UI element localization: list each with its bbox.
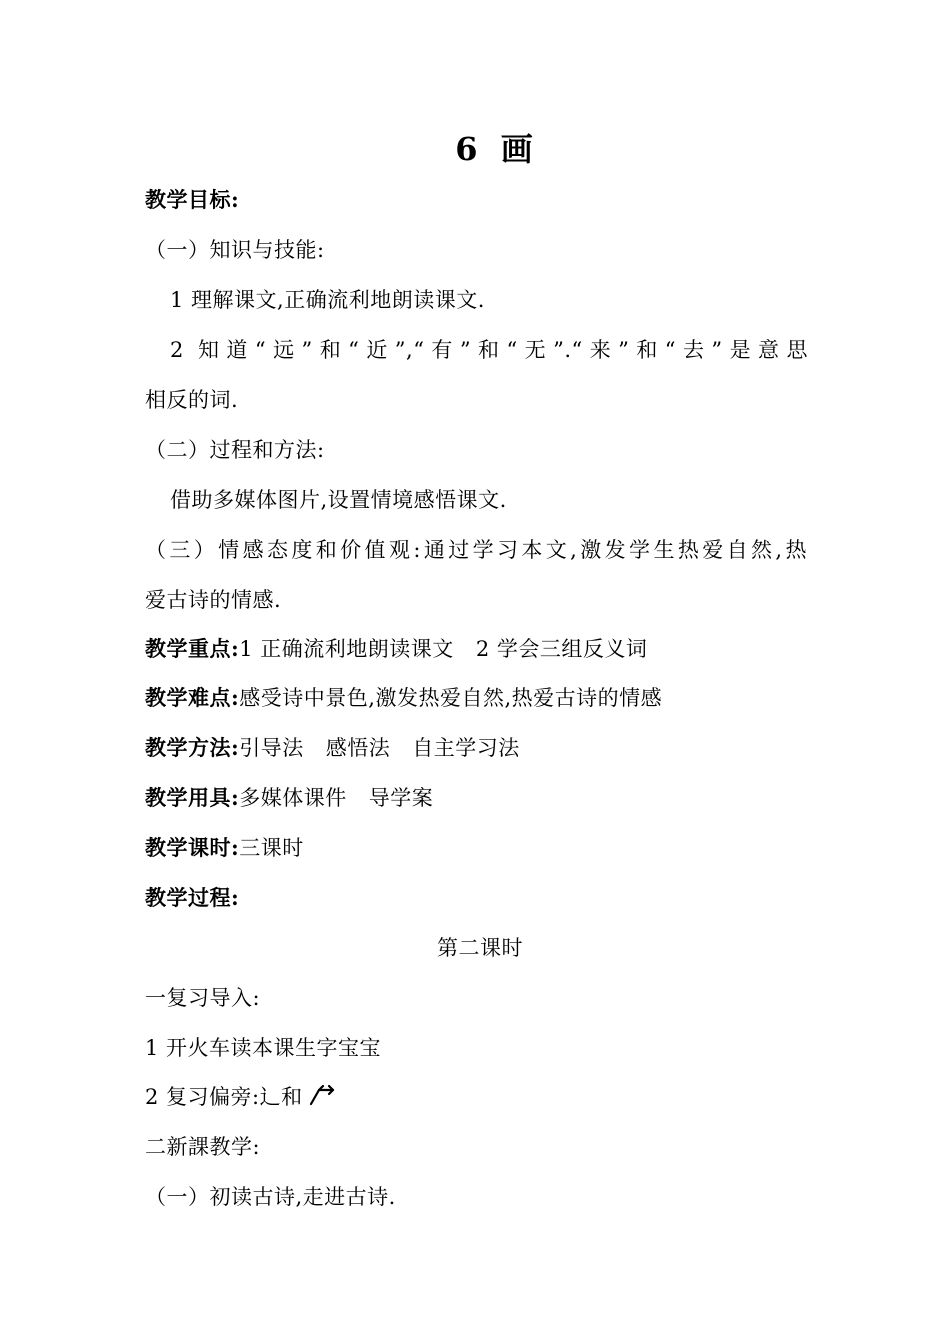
key-point-1: 1 正确流利地朗读课文 bbox=[239, 637, 454, 661]
key-points-label: 教学重点: bbox=[145, 636, 240, 661]
hours-label: 教学课时: bbox=[145, 835, 240, 860]
section-knowledge-skills: （一）知识与技能: bbox=[145, 238, 325, 262]
method-1: 引导法 bbox=[239, 736, 304, 760]
process-label: 教学过程: bbox=[145, 885, 240, 910]
teaching-methods bbox=[145, 730, 815, 766]
method-3: 自主学习法 bbox=[412, 736, 520, 760]
key-point-2: 2 学会三组反义词 bbox=[475, 637, 648, 661]
part1-item-2 bbox=[145, 1079, 815, 1115]
radical-glyph-icon bbox=[305, 1084, 341, 1108]
part1-item-1: 1 开火车读本课生字宝宝 bbox=[145, 1036, 382, 1060]
tool-2: 导学案 bbox=[368, 786, 434, 810]
objective-item-2-continued: 相反的词. bbox=[145, 388, 239, 412]
part1-heading: 一复习导入: bbox=[145, 986, 261, 1010]
method-description: 借助多媒体图片,设置情境感悟课文. bbox=[170, 488, 507, 512]
section-emotion-values: （三）情感态度和价值观:通过学习本文,激发学生热爱自然,热 bbox=[145, 538, 807, 562]
difficulty-text: 感受诗中景色,激发热爱自然,热爱古诗的情感 bbox=[239, 686, 663, 710]
objectives-label: 教学目标: bbox=[145, 187, 240, 212]
section-emotion-values-continued: 爱古诗的情感. bbox=[145, 588, 282, 612]
page-title: 6 画 bbox=[455, 130, 539, 168]
teaching-key-points bbox=[145, 631, 815, 667]
part2-heading: 二新課教学: bbox=[145, 1135, 261, 1159]
difficulty-label: 教学难点: bbox=[145, 685, 240, 710]
objective-item-2: 2 知道“远”和“近”,“有”和“无”.“来”和“去”是意思 bbox=[170, 338, 808, 362]
tools-label: 教学用具: bbox=[145, 785, 240, 810]
teaching-difficulty bbox=[145, 680, 815, 716]
teaching-hours bbox=[145, 830, 815, 866]
part1-item-2-text: 2 复习偏旁:辶和 bbox=[145, 1085, 303, 1109]
part2-section-1: （一）初读古诗,走进古诗. bbox=[145, 1185, 396, 1209]
objective-item-1: 1 理解课文,正确流利地朗读课文. bbox=[170, 288, 485, 312]
method-2: 感悟法 bbox=[325, 736, 391, 760]
teaching-tools bbox=[145, 780, 815, 816]
hours-text: 三课时 bbox=[239, 836, 304, 860]
methods-label: 教学方法: bbox=[145, 735, 240, 760]
section-process-methods: （二）过程和方法: bbox=[145, 438, 325, 462]
lesson-heading: 第二课时 bbox=[437, 936, 523, 960]
tool-1: 多媒体课件 bbox=[239, 786, 347, 810]
